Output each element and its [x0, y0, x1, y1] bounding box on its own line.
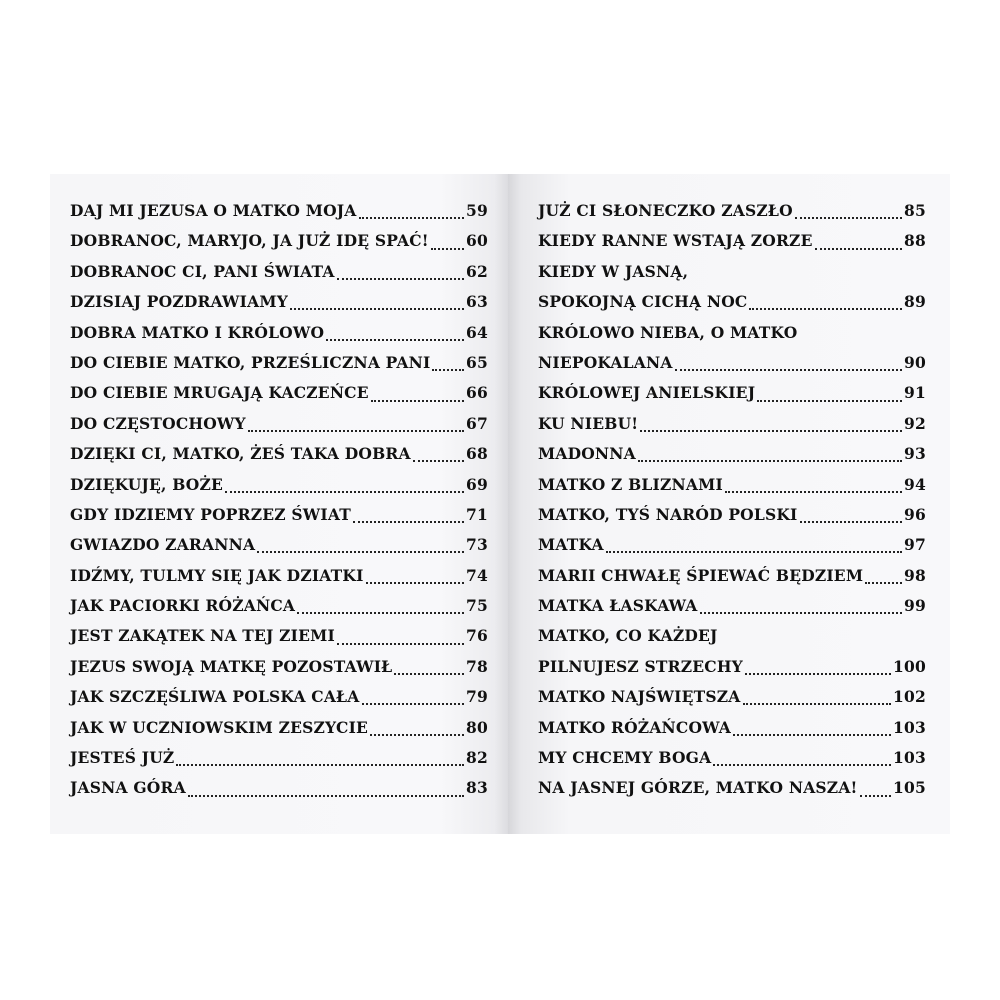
entry-page-number: 94	[904, 474, 926, 494]
entry-title: MATKO NAJŚWIĘTSZA	[538, 687, 741, 707]
dot-leader	[675, 369, 902, 371]
entry-page-number: 74	[466, 565, 488, 585]
entry-title: MATKO Z BLIZNAMI	[538, 474, 723, 494]
toc-entry	[538, 439, 926, 469]
dot-leader	[815, 248, 902, 250]
entry-page-number: 100	[893, 656, 926, 676]
dot-leader	[353, 521, 464, 523]
entry-title: KIEDY RANNE WSTAJĄ ZORZE	[538, 231, 813, 251]
toc-entry	[538, 409, 926, 439]
entry-title: MATKO, TYŚ NARÓD POLSKI	[538, 504, 798, 524]
entry-title: KRÓLOWO NIEBA, O MATKO	[538, 322, 798, 342]
entry-title: PILNUJESZ STRZECHY	[538, 656, 743, 676]
entry-title: DOBRA MATKO I KRÓLOWO	[70, 322, 325, 342]
toc-list-right	[538, 196, 926, 804]
dot-leader	[431, 248, 464, 250]
entry-title: DO CIEBIE MATKO, PRZEŚLICZNA PANI	[70, 352, 431, 372]
entry-title: MADONNA	[538, 444, 636, 464]
entry-page-number: 93	[904, 444, 926, 464]
dot-leader	[757, 400, 902, 402]
entry-title: JESTEŚ JUŻ	[70, 748, 175, 768]
entry-page-number: 63	[466, 292, 488, 312]
toc-entry	[538, 652, 926, 682]
entry-title: NIEPOKALANA	[538, 352, 673, 372]
toc-entry	[70, 226, 488, 256]
toc-entry	[70, 348, 488, 378]
toc-entry	[70, 470, 488, 500]
entry-page-number: 98	[904, 565, 926, 585]
entry-page-number: 62	[466, 261, 488, 281]
entry-page-number: 90	[904, 352, 926, 372]
entry-title: JEZUS SWOJĄ MATKĘ POZOSTAWIŁ	[70, 656, 393, 676]
dot-leader	[800, 521, 903, 523]
dot-leader	[366, 582, 465, 584]
toc-entry	[538, 257, 926, 287]
entry-page-number: 73	[466, 535, 488, 555]
dot-leader	[638, 460, 902, 462]
dot-leader	[860, 795, 891, 797]
toc-entry	[70, 591, 488, 621]
dot-leader	[606, 551, 902, 553]
entry-title: MATKA ŁASKAWA	[538, 596, 698, 616]
toc-entry	[538, 226, 926, 256]
toc-entry	[70, 743, 488, 773]
entry-page-number: 75	[466, 596, 488, 616]
dot-leader	[733, 734, 891, 736]
entry-title: MATKA	[538, 535, 604, 555]
dot-leader	[749, 308, 902, 310]
entry-page-number: 60	[466, 231, 488, 251]
toc-entry	[70, 257, 488, 287]
dot-leader	[394, 673, 464, 675]
entry-title: JAK SZCZĘŚLIWA POLSKA CAŁA	[70, 687, 360, 707]
dot-leader	[795, 217, 902, 219]
entry-title: JAK W UCZNIOWSKIM ZESZYCIE	[70, 717, 369, 737]
dot-leader	[700, 612, 903, 614]
toc-entry	[538, 530, 926, 560]
toc-entry	[538, 561, 926, 591]
toc-entry	[70, 196, 488, 226]
toc-entry	[70, 652, 488, 682]
toc-entry	[538, 621, 926, 651]
dot-leader	[362, 703, 465, 705]
entry-page-number: 85	[904, 201, 926, 220]
toc-entry	[70, 530, 488, 560]
entry-title: KIEDY W JASNĄ,	[538, 261, 689, 281]
entry-title: MY CHCEMY BOGA	[538, 748, 712, 768]
dot-leader	[743, 703, 892, 705]
dot-leader	[290, 308, 464, 310]
dot-leader	[371, 400, 464, 402]
toc-entry	[70, 500, 488, 530]
entry-page-number: 103	[893, 748, 926, 768]
entry-page-number: 64	[466, 322, 488, 342]
open-book	[50, 174, 950, 834]
toc-entry	[538, 196, 926, 226]
dot-leader	[713, 764, 891, 766]
dot-leader	[257, 551, 464, 553]
dot-leader	[326, 339, 464, 341]
entry-page-number: 91	[904, 383, 926, 403]
toc-entry	[70, 439, 488, 469]
dot-leader	[432, 369, 464, 371]
entry-page-number: 82	[466, 748, 488, 768]
entry-page-number: 97	[904, 535, 926, 555]
dot-leader	[297, 612, 464, 614]
entry-title: JUŻ CI SŁONECZKO ZASZŁO	[538, 201, 793, 220]
dot-leader	[413, 460, 464, 462]
entry-page-number: 76	[466, 626, 488, 646]
entry-title: DAJ MI JEZUSA O MATKO MOJA	[70, 201, 357, 220]
toc-entry	[538, 713, 926, 743]
toc-entry	[70, 378, 488, 408]
dot-leader	[640, 430, 902, 432]
entry-title: JAK PACIORKI RÓŻAŃCA	[70, 596, 296, 616]
entry-page-number: 88	[904, 231, 926, 251]
entry-page-number: 99	[904, 596, 926, 616]
entry-title: SPOKOJNĄ CICHĄ NOC	[538, 292, 748, 312]
dot-leader	[725, 491, 902, 493]
dot-leader	[745, 673, 891, 675]
toc-entry	[70, 682, 488, 712]
dot-leader	[865, 582, 902, 584]
entry-page-number: 69	[466, 474, 488, 494]
entry-title: DOBRANOC, MARYJO, JA JUŻ IDĘ SPAĆ!	[70, 231, 429, 251]
entry-title: DZISIAJ POZDRAWIAMY	[70, 292, 288, 312]
entry-page-number: 67	[466, 413, 488, 433]
toc-entry	[538, 470, 926, 500]
entry-title: GDY IDZIEMY POPRZEZ ŚWIAT	[70, 504, 351, 524]
entry-page-number: 83	[466, 778, 488, 798]
entry-page-number: 92	[904, 413, 926, 433]
dot-leader	[248, 430, 464, 432]
dot-leader	[225, 491, 464, 493]
entry-title: NA JASNEJ GÓRZE, MATKO NASZA!	[538, 778, 858, 798]
entry-page-number: 79	[466, 687, 488, 707]
left-page	[50, 174, 508, 834]
entry-title: MARII CHWAŁĘ ŚPIEWAĆ BĘDZIEM	[538, 565, 864, 585]
dot-leader	[370, 734, 464, 736]
dot-leader	[337, 643, 464, 645]
entry-title: IDŹMY, TULMY SIĘ JAK DZIATKI	[70, 565, 364, 585]
toc-entry	[538, 318, 926, 348]
entry-title: KU NIEBU!	[538, 413, 639, 433]
entry-page-number: 89	[904, 292, 926, 312]
entry-title: DO CIEBIE MRUGAJĄ KACZEŃCE	[70, 383, 369, 403]
toc-entry	[538, 773, 926, 803]
right-page	[508, 174, 950, 834]
entry-title: DZIĘKI CI, MATKO, ŻEŚ TAKA DOBRA	[70, 444, 411, 464]
dot-leader	[176, 764, 464, 766]
entry-page-number: 105	[893, 778, 926, 798]
entry-title: MATKO RÓŻAŃCOWA	[538, 717, 731, 737]
entry-title: JASNA GÓRA	[70, 778, 186, 798]
entry-page-number: 96	[904, 504, 926, 524]
entry-title: DZIĘKUJĘ, BOŻE	[70, 474, 224, 494]
toc-entry	[70, 318, 488, 348]
toc-entry	[538, 682, 926, 712]
toc-entry	[70, 773, 488, 803]
entry-page-number: 80	[466, 717, 488, 737]
toc-entry	[70, 713, 488, 743]
entry-page-number: 103	[893, 717, 926, 737]
toc-entry	[538, 348, 926, 378]
entry-page-number: 65	[466, 352, 488, 372]
toc-entry	[70, 409, 488, 439]
toc-entry	[538, 743, 926, 773]
toc-entry	[538, 287, 926, 317]
dot-leader	[337, 278, 464, 280]
entry-page-number: 102	[893, 687, 926, 707]
entry-title: DO CZĘSTOCHOWY	[70, 413, 246, 433]
entry-title: JEST ZAKĄTEK NA TEJ ZIEMI	[70, 626, 335, 646]
entry-page-number: 78	[466, 656, 488, 676]
entry-page-number: 59	[466, 201, 488, 220]
entry-title: MATKO, CO KAŻDEJ	[538, 626, 718, 646]
dot-leader	[359, 217, 464, 219]
toc-entry	[70, 561, 488, 591]
toc-entry	[538, 500, 926, 530]
entry-title: GWIAZDO ZARANNA	[70, 535, 256, 555]
toc-entry	[538, 378, 926, 408]
entry-page-number: 68	[466, 444, 488, 464]
toc-entry	[538, 591, 926, 621]
toc-list-left	[70, 196, 488, 804]
entry-title: KRÓLOWEJ ANIELSKIEJ	[538, 383, 756, 403]
entry-page-number: 71	[466, 504, 488, 524]
dot-leader	[188, 795, 464, 797]
entry-page-number: 66	[466, 383, 488, 403]
entry-title: DOBRANOC CI, PANI ŚWIATA	[70, 261, 335, 281]
toc-entry	[70, 621, 488, 651]
toc-entry	[70, 287, 488, 317]
